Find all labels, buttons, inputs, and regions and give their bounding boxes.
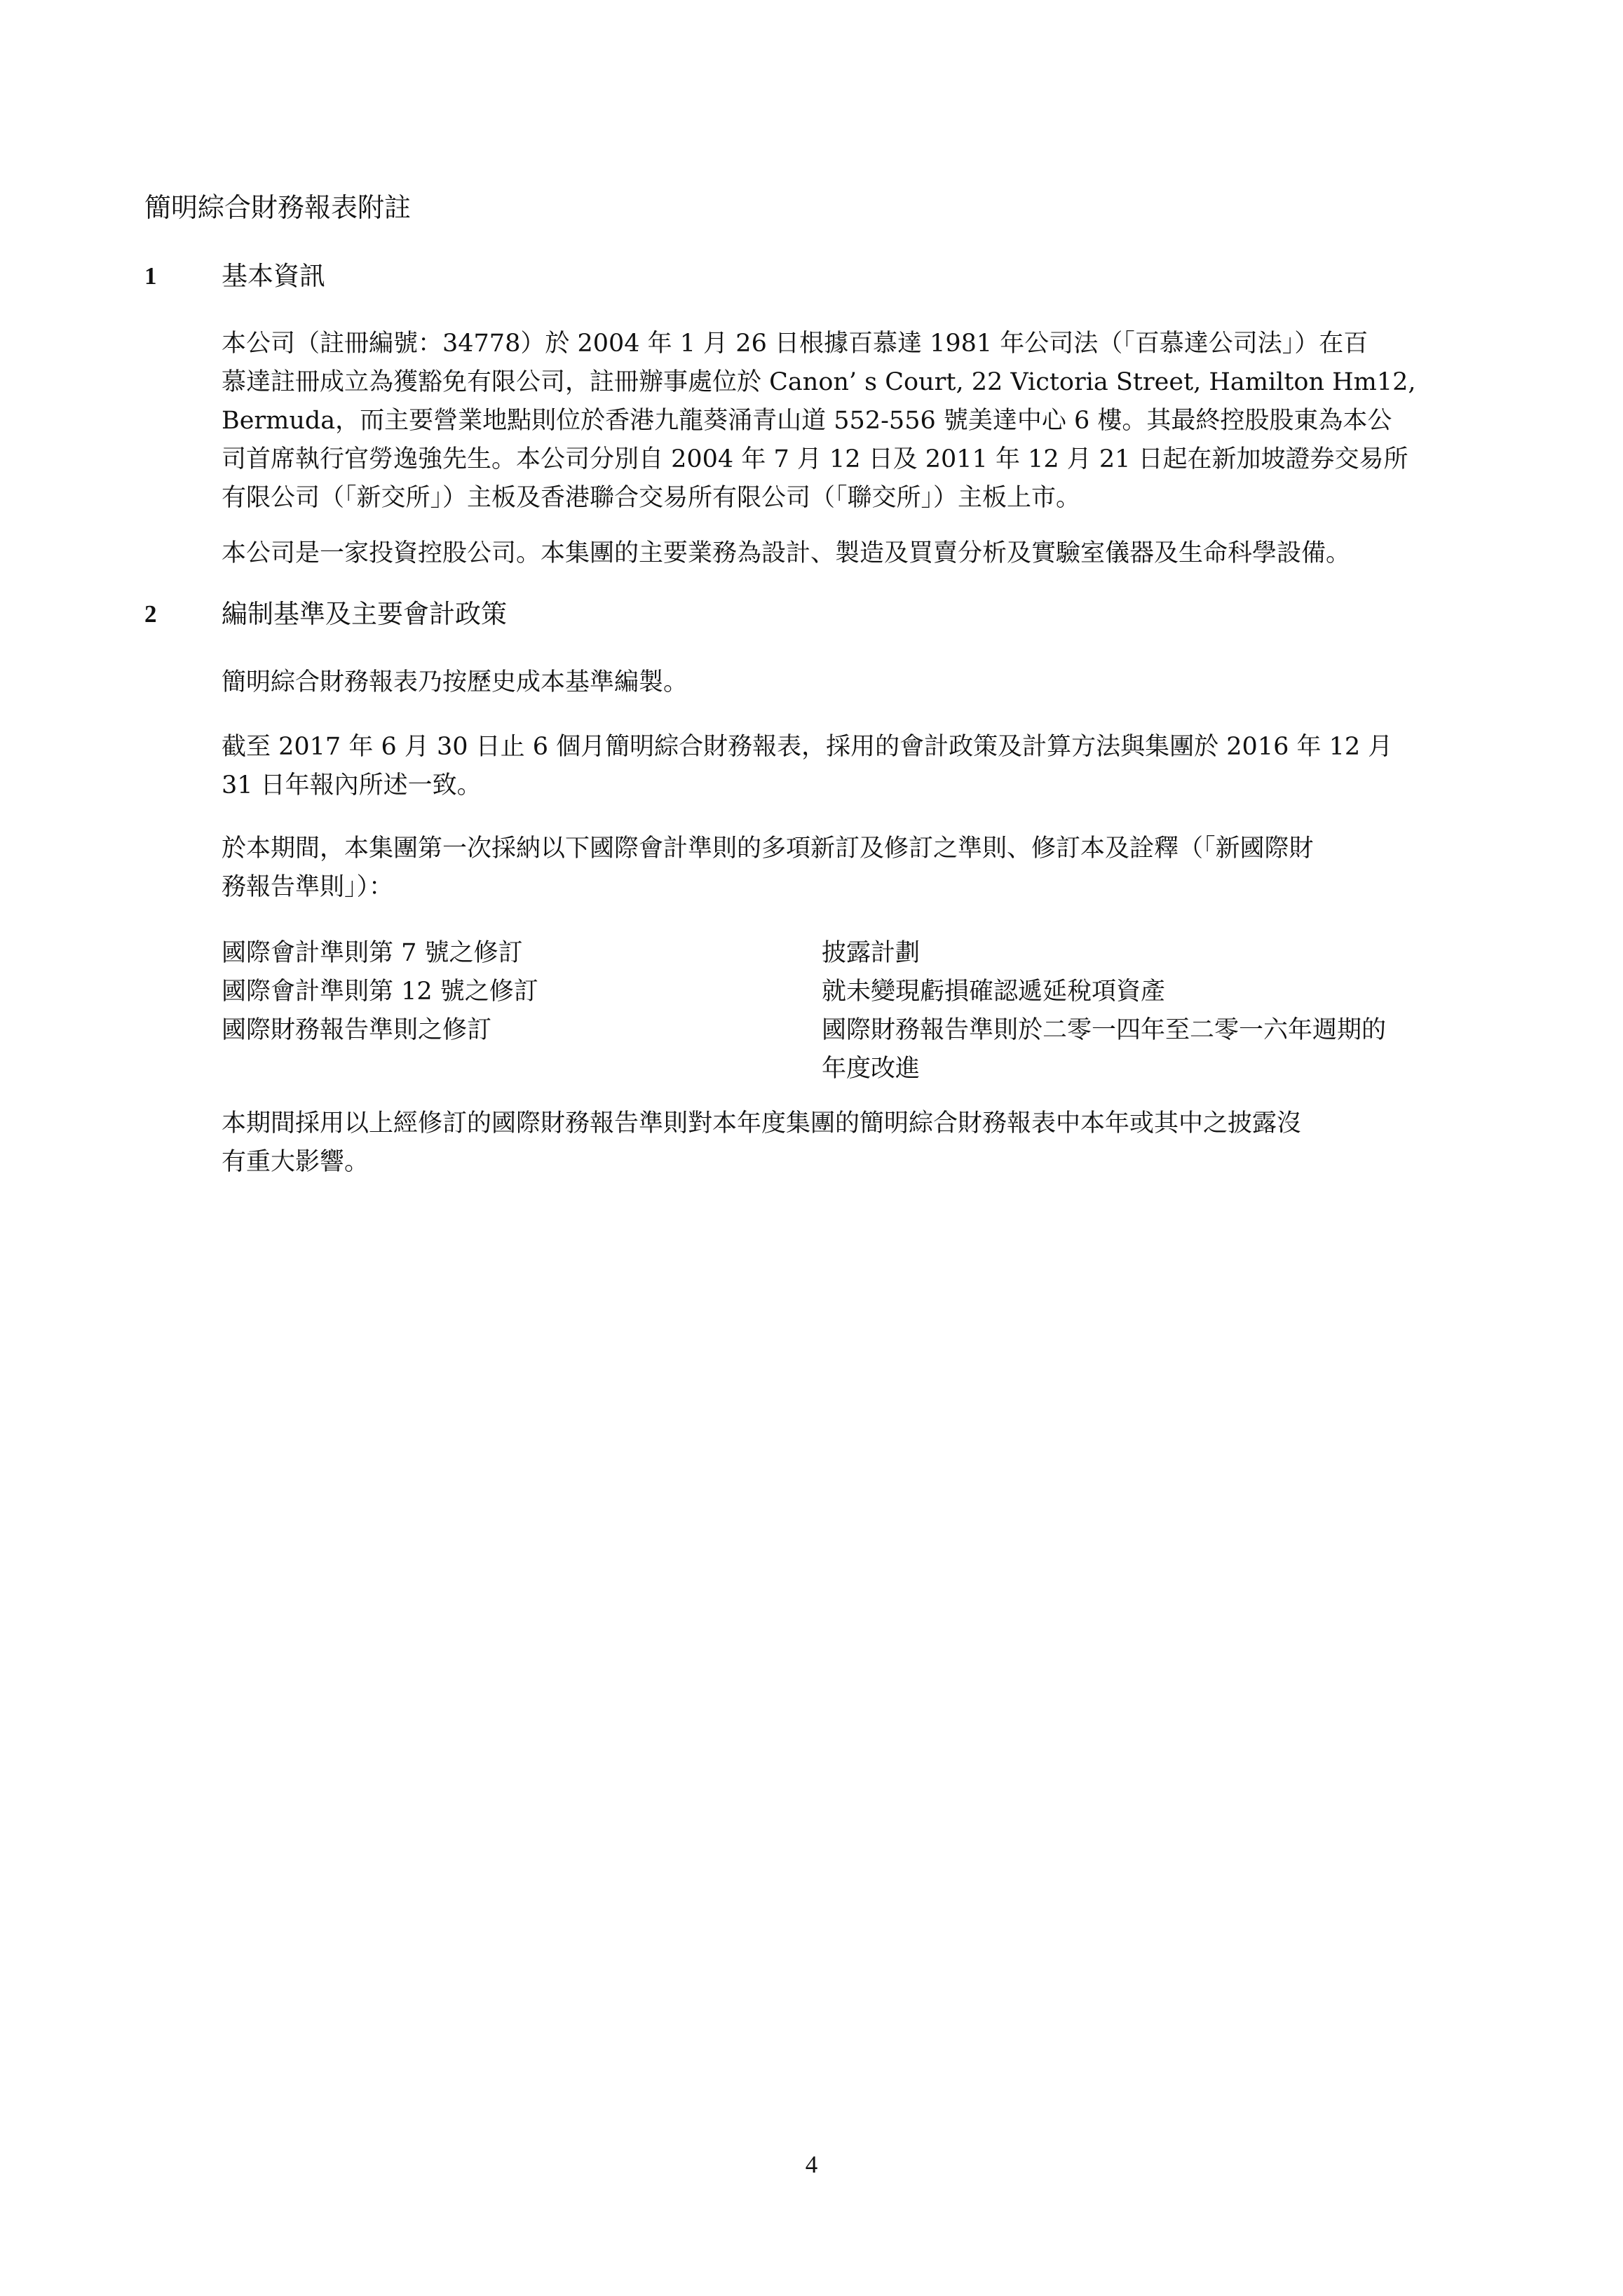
standards-row bbox=[222, 934, 1462, 973]
text-line: 司首席執行官勞逸強先生。本公司分別自 2004 年 7 月 12 日及 2011 年 12 月 21 日起在新加坡證券交易所 bbox=[222, 445, 1408, 473]
section-number: 1 bbox=[144, 262, 157, 290]
text-line: 慕達註冊成立為獲豁免有限公司，註冊辦事處位於 Canon’ s Court, 22 Victoria Street, Hamilton Hm12, bbox=[222, 368, 1416, 396]
text-line: 本期間採用以上經修訂的國際財務報告準則對本年度集團的簡明綜合財務報表中本年或其中之披露沒 bbox=[222, 1109, 1302, 1137]
standards-row bbox=[222, 973, 1462, 1011]
text-line: 國際財務報告準則於二零一四年至二零一六年週期的 bbox=[822, 1016, 1387, 1044]
text-line: 年度改進 bbox=[822, 1055, 921, 1083]
standard-name: 國際會計準則第 7 號之修訂 bbox=[222, 939, 523, 967]
standard-name: 國際財務報告準則之修訂 bbox=[222, 1016, 492, 1044]
text-line: 本公司（註冊編號：34778）於 2004 年 1 月 26 日根據百慕達 1981 年公司法（「百慕達公司法」）在百 bbox=[222, 330, 1369, 358]
paragraph-business bbox=[222, 534, 1462, 573]
paragraph-basis bbox=[222, 663, 1462, 702]
text-line: 於本期間，本集團第一次採納以下國際會計準則的多項新訂及修訂之準則、修訂本及詮釋（「新國際財 bbox=[222, 835, 1314, 863]
paragraph-impact bbox=[222, 1105, 1462, 1182]
text-line: 披露計劃 bbox=[822, 939, 921, 967]
section-title: 基本資訊 bbox=[222, 261, 325, 291]
text-line: 31 日年報內所述一致。 bbox=[222, 771, 482, 799]
section-number: 2 bbox=[144, 600, 157, 628]
text-line: Bermuda，而主要營業地點則位於香港九龍葵涌青山道 552-556 號美達中心 6 樓。其最終控股股東為本公 bbox=[222, 407, 1392, 435]
text-line: 就未變現虧損確認遞延稅項資產 bbox=[822, 978, 1166, 1006]
standard-description bbox=[822, 973, 1462, 1011]
text-line: 截至 2017 年 6 月 30 日止 6 個月簡明綜合財務報表，採用的會計政策及計算方法與集團於 2016 年 12 月 bbox=[222, 733, 1393, 761]
standard-description bbox=[822, 1011, 1462, 1088]
standard-description bbox=[822, 934, 1462, 973]
standards-table bbox=[222, 934, 1462, 1088]
text-line: 有重大影響。 bbox=[222, 1148, 369, 1176]
standard-name: 國際會計準則第 12 號之修訂 bbox=[222, 978, 538, 1006]
section-title: 編制基準及主要會計政策 bbox=[222, 599, 507, 629]
standards-row bbox=[222, 1011, 1462, 1088]
paragraph-new-standards bbox=[222, 830, 1462, 907]
document-title: 簡明綜合財務報表附註 bbox=[144, 192, 412, 223]
page-number: 4 bbox=[805, 2151, 818, 2178]
text-line: 簡明綜合財務報表乃按歷史成本基準編製。 bbox=[222, 668, 688, 696]
paragraph-company-info bbox=[222, 325, 1462, 518]
text-line: 本公司是一家投資控股公司。本集團的主要業務為設計、製造及買賣分析及實驗室儀器及生命科學設備。 bbox=[222, 539, 1351, 567]
text-line: 有限公司（「新交所」）主板及香港聯合交易所有限公司（「聯交所」）主板上市。 bbox=[222, 484, 1081, 512]
paragraph-accounting-policies bbox=[222, 728, 1462, 805]
text-line: 務報告準則」）： bbox=[222, 873, 394, 901]
